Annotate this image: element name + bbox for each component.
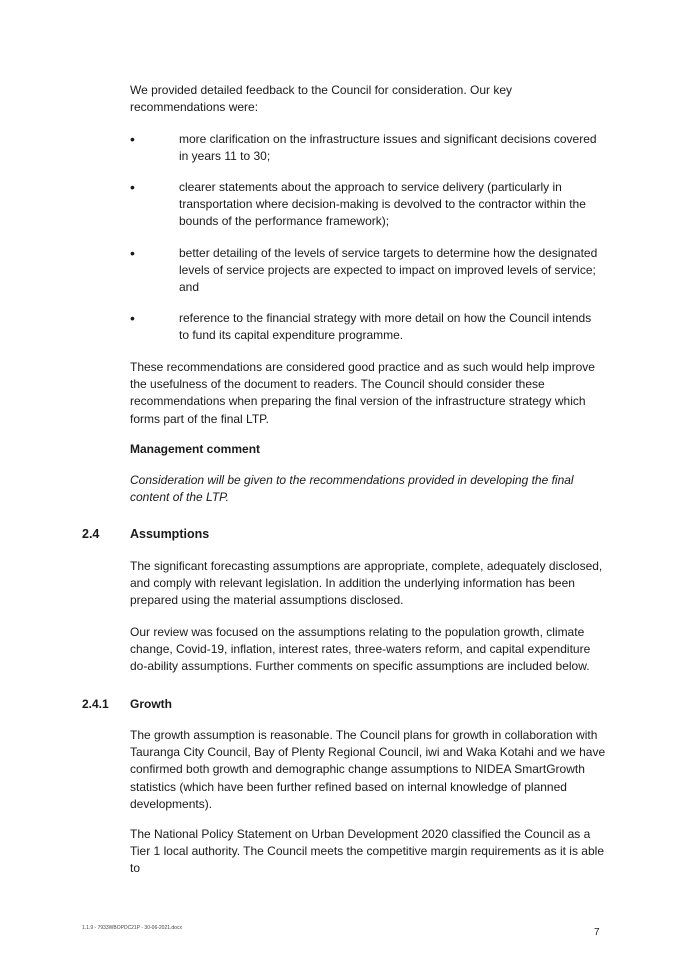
document-reference: 1.1.9 - 7933WBOPDC21P - 30-06-2021.docx (82, 925, 182, 931)
section-number: 2.4 (82, 527, 100, 541)
bullet-icon: • (130, 131, 135, 147)
intro-paragraph: We provided detailed feedback to the Council for consideration. Our key recommendations were: (130, 83, 512, 115)
subsection-number: 2.4.1 (82, 697, 109, 711)
management-comment-heading: Management comment (130, 442, 261, 456)
bullet-text: reference to the financial strategy with more detail on how the Council intends to fund its capital expenditure programme. (179, 311, 592, 343)
management-comment-text: Consideration will be given to the recommendations provided in developing the final content of the LTP. (130, 473, 574, 505)
growth-paragraph-1: The growth assumption is reasonable. The Council plans for growth in collaboration with Tauranga City Council, Bay of Plenty Regional Council, iwi and Waka Kotahi and we have confirmed both growth and demographic change assumptions to NIDEA SmartGrowth statistics (which have been further refined based on internal knowledge of planned developments). (130, 728, 606, 811)
assumptions-paragraph-2: Our review was focused on the assumptions relating to the population growth, climate change, Covid-19, inflation, interest rates, three-waters reform, and capital expenditure do-ability assumptions. Further comments on specific assumptions are included below. (130, 625, 591, 674)
bullet-icon: • (130, 310, 135, 326)
assumptions-paragraph-1: The significant forecasting assumptions are appropriate, complete, adequately disclosed, and comply with relevant legislation. In addition the underlying information has been prepared using the material assumptions disclosed. (130, 559, 603, 608)
growth-paragraph-2: The National Policy Statement on Urban Development 2020 classified the Council as a Tier 1 local authority. The Council meets the competitive margin requirements as it is able to (130, 827, 604, 876)
bullet-text: more clarification on the infrastructure issues and significant decisions covered in years 11 to 30; (179, 132, 597, 164)
recommendations-paragraph: These recommendations are considered good practice and as such would help improve the usefulness of the document to readers. The Council should consider these recommendations when preparing the final version of the infrastructure strategy which forms part of the final LTP. (130, 360, 595, 426)
bullet-icon: • (130, 245, 135, 261)
bullet-text: clearer statements about the approach to service delivery (particularly in transportation where decision-making is devolved to the contractor within the bounds of the performance framework); (179, 180, 586, 229)
page-number: 7 (594, 927, 600, 938)
bullet-icon: • (130, 179, 135, 195)
subsection-title: Growth (130, 697, 172, 711)
bullet-text: better detailing of the levels of service targets to determine how the designated levels of service projects are expected to impact on improved levels of service; and (179, 246, 598, 295)
section-title: Assumptions (130, 527, 210, 541)
